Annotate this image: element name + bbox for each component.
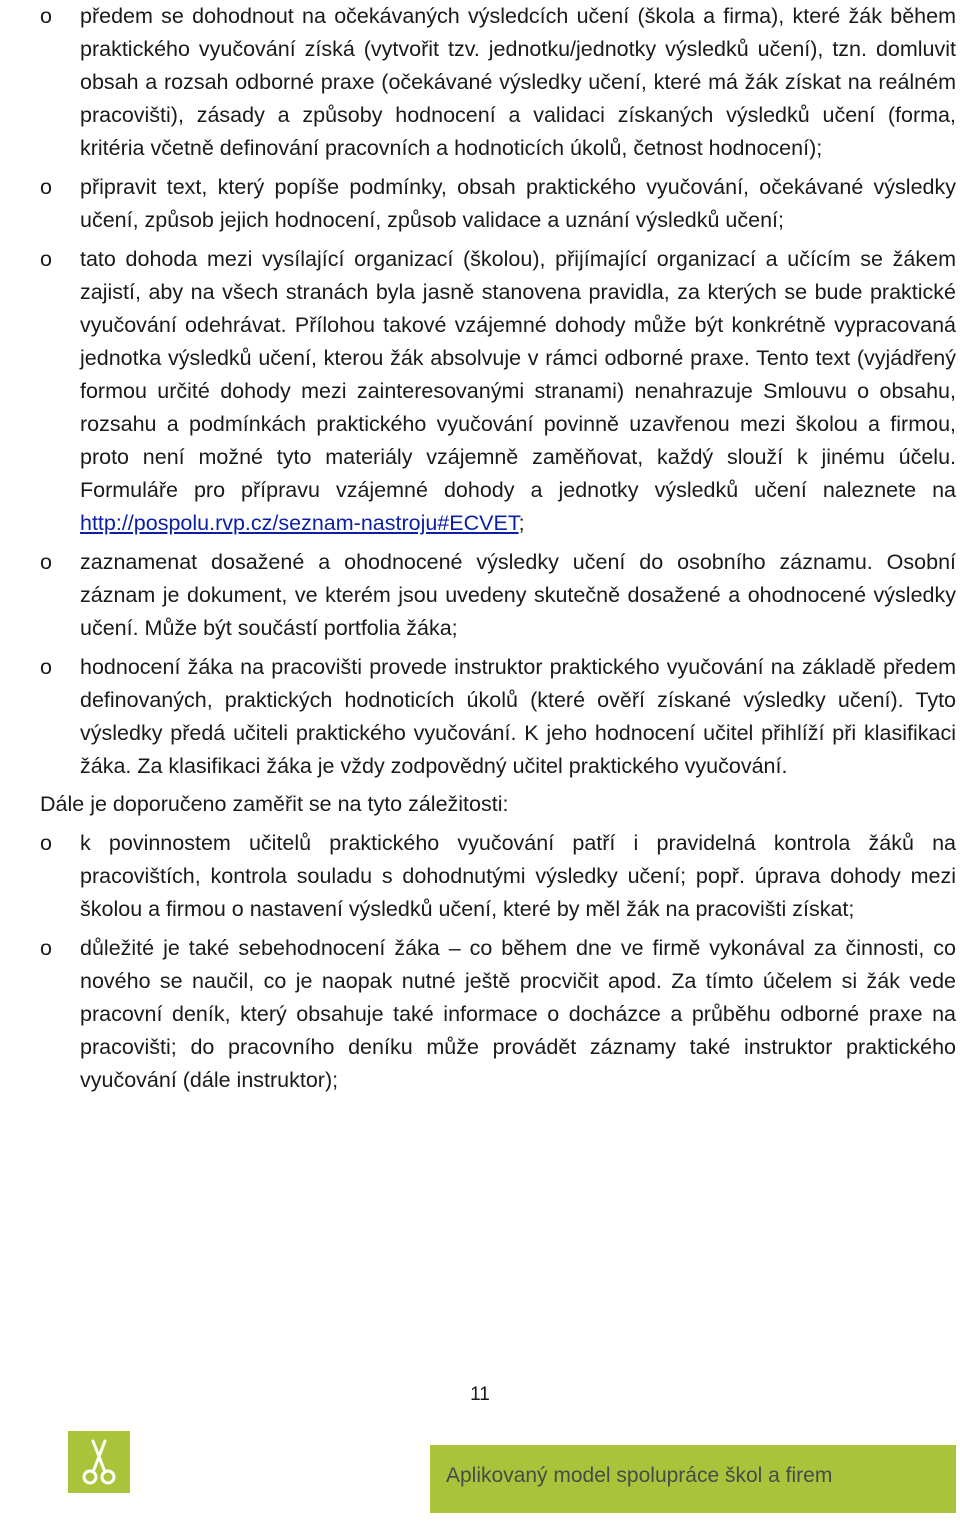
list-item-text: k povinnostem učitelů praktického vyučování patří i pravidelná kontrola žáků na pracovištích, kontrola souladu s dohodnutými výsledky učení; popř. úprava dohody mezi školou a firmou o nastavení výsledků učení, které by měl žák na pracovišti získat; (80, 831, 956, 921)
scissors-icon (68, 1431, 130, 1493)
list-item (40, 827, 956, 926)
page-number: 11 (470, 1384, 490, 1405)
list-item (40, 0, 956, 165)
bullet-marker: o (40, 175, 52, 199)
list-item-text: připravit text, který popíše podmínky, obsah praktického vyučování, očekávané výsledky učení, způsob jejich hodnocení, způsob validace a uznání výsledků učení; (80, 175, 956, 232)
list-item (40, 171, 956, 237)
list-item-text-end: ; (518, 511, 525, 535)
bullet-marker: o (40, 4, 52, 28)
list-item-text: předem se dohodnout na očekávaných výsledcích učení (škola a firma), které žák během praktického vyučování získá (vytvořit tzv. jednotku/jednotky výsledků učení), tzn. domluvit obsah a rozsah odborné praxe (očekávané výsledky učení, které má žák získat na reálném pracovišti), zásady a způsoby hodnocení a validaci získaných výsledků učení (forma, kritéria včetně definování pracovních a hodnoticích úkolů, četnost hodnocení); (80, 4, 956, 160)
list-item-text: tato dohoda mezi vysílající organizací (školou), přijímající organizací a učícím se žákem zajistí, aby na všech stranách byla jasně stanovena pravidla, za kterých se bude praktické vyučování odehrávat. Přílohou takové vzájemné dohody může být konkrétně vypracovaná jednotka výsledků učení, kterou žák absolvuje v rámci odborné praxe. Tento text (vyjádřený formou určité dohody mezi zainteresovanými stranami) nenahrazuje Smlouvu o obsahu, rozsahu a podmínkách praktického vyučování povinně uzavřenou mezi školou a firmou, proto není možné tyto materiály vzájemně zaměňovat, každý slouží k jinému účelu. Formuláře pro přípravu vzájemné dohody a jednotky výsledků učení naleznete na (80, 247, 956, 502)
list-item-text: hodnocení žáka na pracovišti provede instruktor praktického vyučování na základě předem definovaných, praktických hodnoticích úkolů (které ověří získané výsledky učení). Tyto výsledky předá učiteli praktického vyučování. K jeho hodnocení učitel přihlíží při klasifikaci žáka. Za klasifikaci žáka je vždy zodpovědný učitel praktického vyučování. (80, 655, 956, 778)
ecvet-link[interactable]: http://pospolu.rvp.cz/seznam-nastroju#ECVET (80, 511, 519, 535)
bullet-marker: o (40, 831, 52, 855)
list-item-text: důležité je také sebehodnocení žáka – co během dne ve firmě vykonával za činnosti, co nového se naučil, co je naopak nutné ještě procvičit apod. Za tímto účelem si žák vede pracovní deník, který obsahuje také informace o docházce a průběhu odborné praxe na pracovišti; do pracovního deníku může provádět záznamy také instruktor praktického vyučování (dále instruktor); (80, 936, 956, 1092)
bullet-list-secondary (40, 827, 956, 1097)
list-item (40, 546, 956, 645)
list-item (40, 651, 956, 783)
document-body (40, 0, 956, 1097)
intro-paragraph: Dále je doporučeno zaměřit se na tyto záležitosti: (40, 792, 509, 816)
list-item (40, 243, 956, 540)
bullet-marker: o (40, 936, 52, 960)
list-item-text: zaznamenat dosažené a ohodnocené výsledky učení do osobního záznamu. Osobní záznam je dokument, ve kterém jsou uvedeny skutečně dosažené a ohodnocené výsledky učení. Může být součástí portfolia žáka; (80, 550, 956, 640)
bullet-marker: o (40, 655, 52, 679)
footer-logo (68, 1431, 130, 1493)
list-item (40, 932, 956, 1097)
bullet-list-main (40, 0, 956, 783)
bullet-marker: o (40, 247, 52, 271)
bullet-marker: o (40, 550, 52, 574)
footer-title: Aplikovaný model spolupráce škol a firem (446, 1464, 833, 1487)
